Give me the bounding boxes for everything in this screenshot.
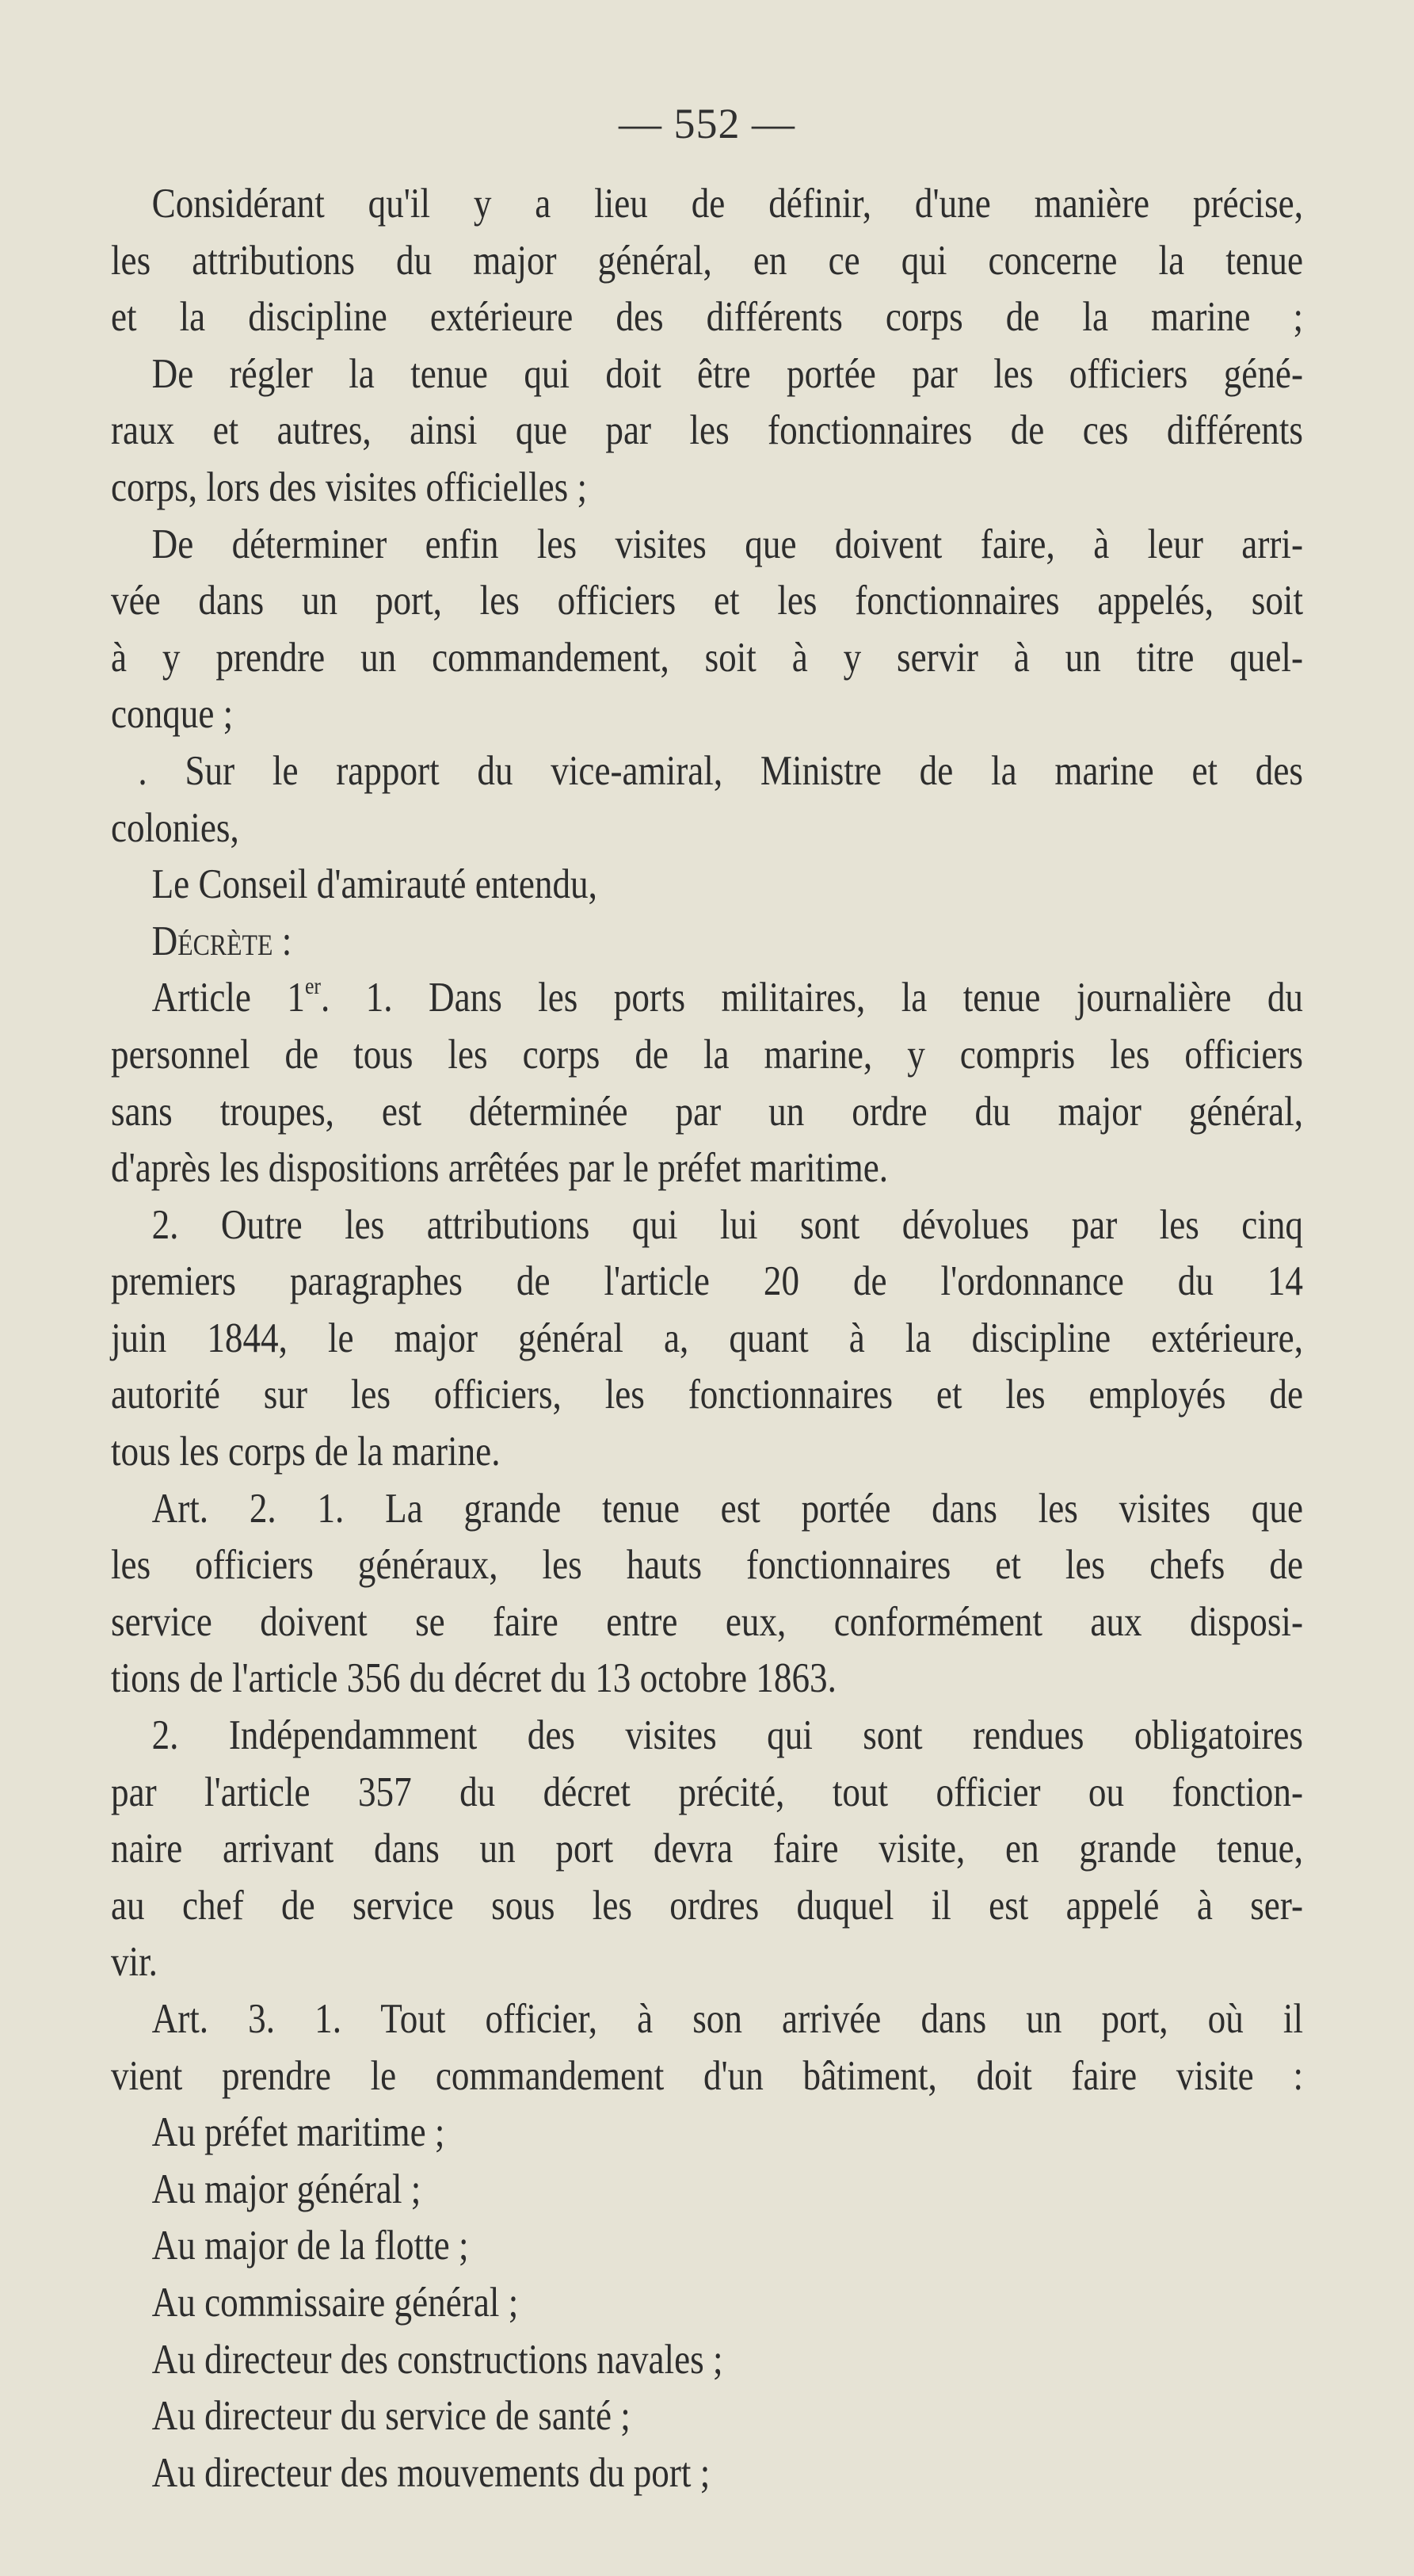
text-line: tous les corps de la marine. — [111, 1429, 501, 1475]
text-line: colonies, — [111, 804, 239, 851]
text-line: sans troupes, est déterminée par un ordre du major général, — [111, 1088, 1303, 1135]
text-line: vée dans un port, les officiers et les fonctionnaires appelés, soit — [111, 578, 1303, 624]
text-line: vient prendre le commandement d'un bâtiment, doit faire visite : — [111, 2052, 1303, 2099]
text-line: vir. — [111, 1939, 158, 1986]
text-line: raux et autres, ainsi que par les fonctionnaires de ces différents — [111, 407, 1303, 454]
text-line: 2. Outre les attributions qui lui sont dévolues par les cinq — [151, 1201, 1304, 1248]
text-line: Art. 3. 1. Tout officier, à son arrivée dans un port, où il — [151, 1996, 1304, 2042]
text-line: autorité sur les officiers, les fonctionnaires et les employés de — [111, 1372, 1303, 1418]
article-1-prefix: Article 1 — [151, 975, 305, 1021]
text-line: corps, lors des visites officielles ; — [111, 464, 588, 510]
list-item: Au commissaire général ; — [151, 2279, 519, 2326]
text-line: au chef de service sous les ordres duquel il est appelé à ser- — [111, 1882, 1303, 1929]
text-line: par l'article 357 du décret précité, tout officier ou fonction- — [111, 1769, 1303, 1815]
article-1-rest: . 1. Dans les ports militaires, la tenue journalière du — [321, 975, 1303, 1021]
text-line: à y prendre un commandement, soit à y servir à un titre quel- — [111, 634, 1303, 681]
article-1-line — [111, 970, 1303, 1027]
text-line: . Sur le rapport du vice-amiral, Ministre de la marine et des — [138, 747, 1303, 794]
text-line: De régler la tenue qui doit être portée par les officiers géné- — [151, 350, 1304, 397]
decree-heading: Décrète : — [151, 918, 292, 964]
text-line: conque ; — [111, 691, 234, 738]
text-line: les attributions du major général, en ce qui concerne la tenue — [111, 237, 1303, 284]
text-line: d'après les dispositions arrêtées par le préfet maritime. — [111, 1145, 889, 1192]
text-line: les officiers généraux, les hauts fonctionnaires et les chefs de — [111, 1542, 1303, 1589]
text-line: Considérant qu'il y a lieu de définir, d'une manière précise, — [151, 181, 1304, 227]
text-line: premiers paragraphes de l'article 20 de l'ordonnance du 14 — [111, 1258, 1303, 1305]
text-line: Art. 2. 1. La grande tenue est portée dans les visites que — [151, 1485, 1304, 1532]
list-item: Au directeur du service de santé ; — [151, 2393, 631, 2440]
text-line: service doivent se faire entre eux, conformément aux disposi- — [111, 1598, 1303, 1645]
list-item: Au major de la flotte ; — [151, 2223, 469, 2269]
text-line: juin 1844, le major général a, quant à la discipline extérieure, — [111, 1315, 1303, 1361]
text-line: tions de l'article 356 du décret du 13 octobre 1863. — [111, 1655, 837, 1702]
list-item: Au préfet maritime ; — [151, 2109, 445, 2156]
text-line: et la discipline extérieure des différents corps de la marine ; — [111, 294, 1303, 341]
list-item: Au major général ; — [151, 2166, 421, 2212]
list-item: Au directeur des mouvements du port ; — [151, 2449, 711, 2496]
text-line: De déterminer enfin les visites que doivent faire, à leur arri- — [151, 521, 1304, 567]
list-item: Au directeur des constructions navales ; — [151, 2336, 723, 2383]
page-number: — 552 — — [619, 100, 795, 147]
article-1-superscript: er — [304, 973, 322, 1000]
text-line: 2. Indépendamment des visites qui sont rendues obligatoires — [151, 1712, 1304, 1759]
text-line: Le Conseil d'amirauté entendu, — [151, 861, 597, 908]
text-line: naire arrivant dans un port devra faire visite, en grande tenue, — [111, 1826, 1303, 1872]
text-line: personnel de tous les corps de la marine, y compris les officiers — [111, 1031, 1303, 1078]
document-body — [111, 176, 1303, 2502]
